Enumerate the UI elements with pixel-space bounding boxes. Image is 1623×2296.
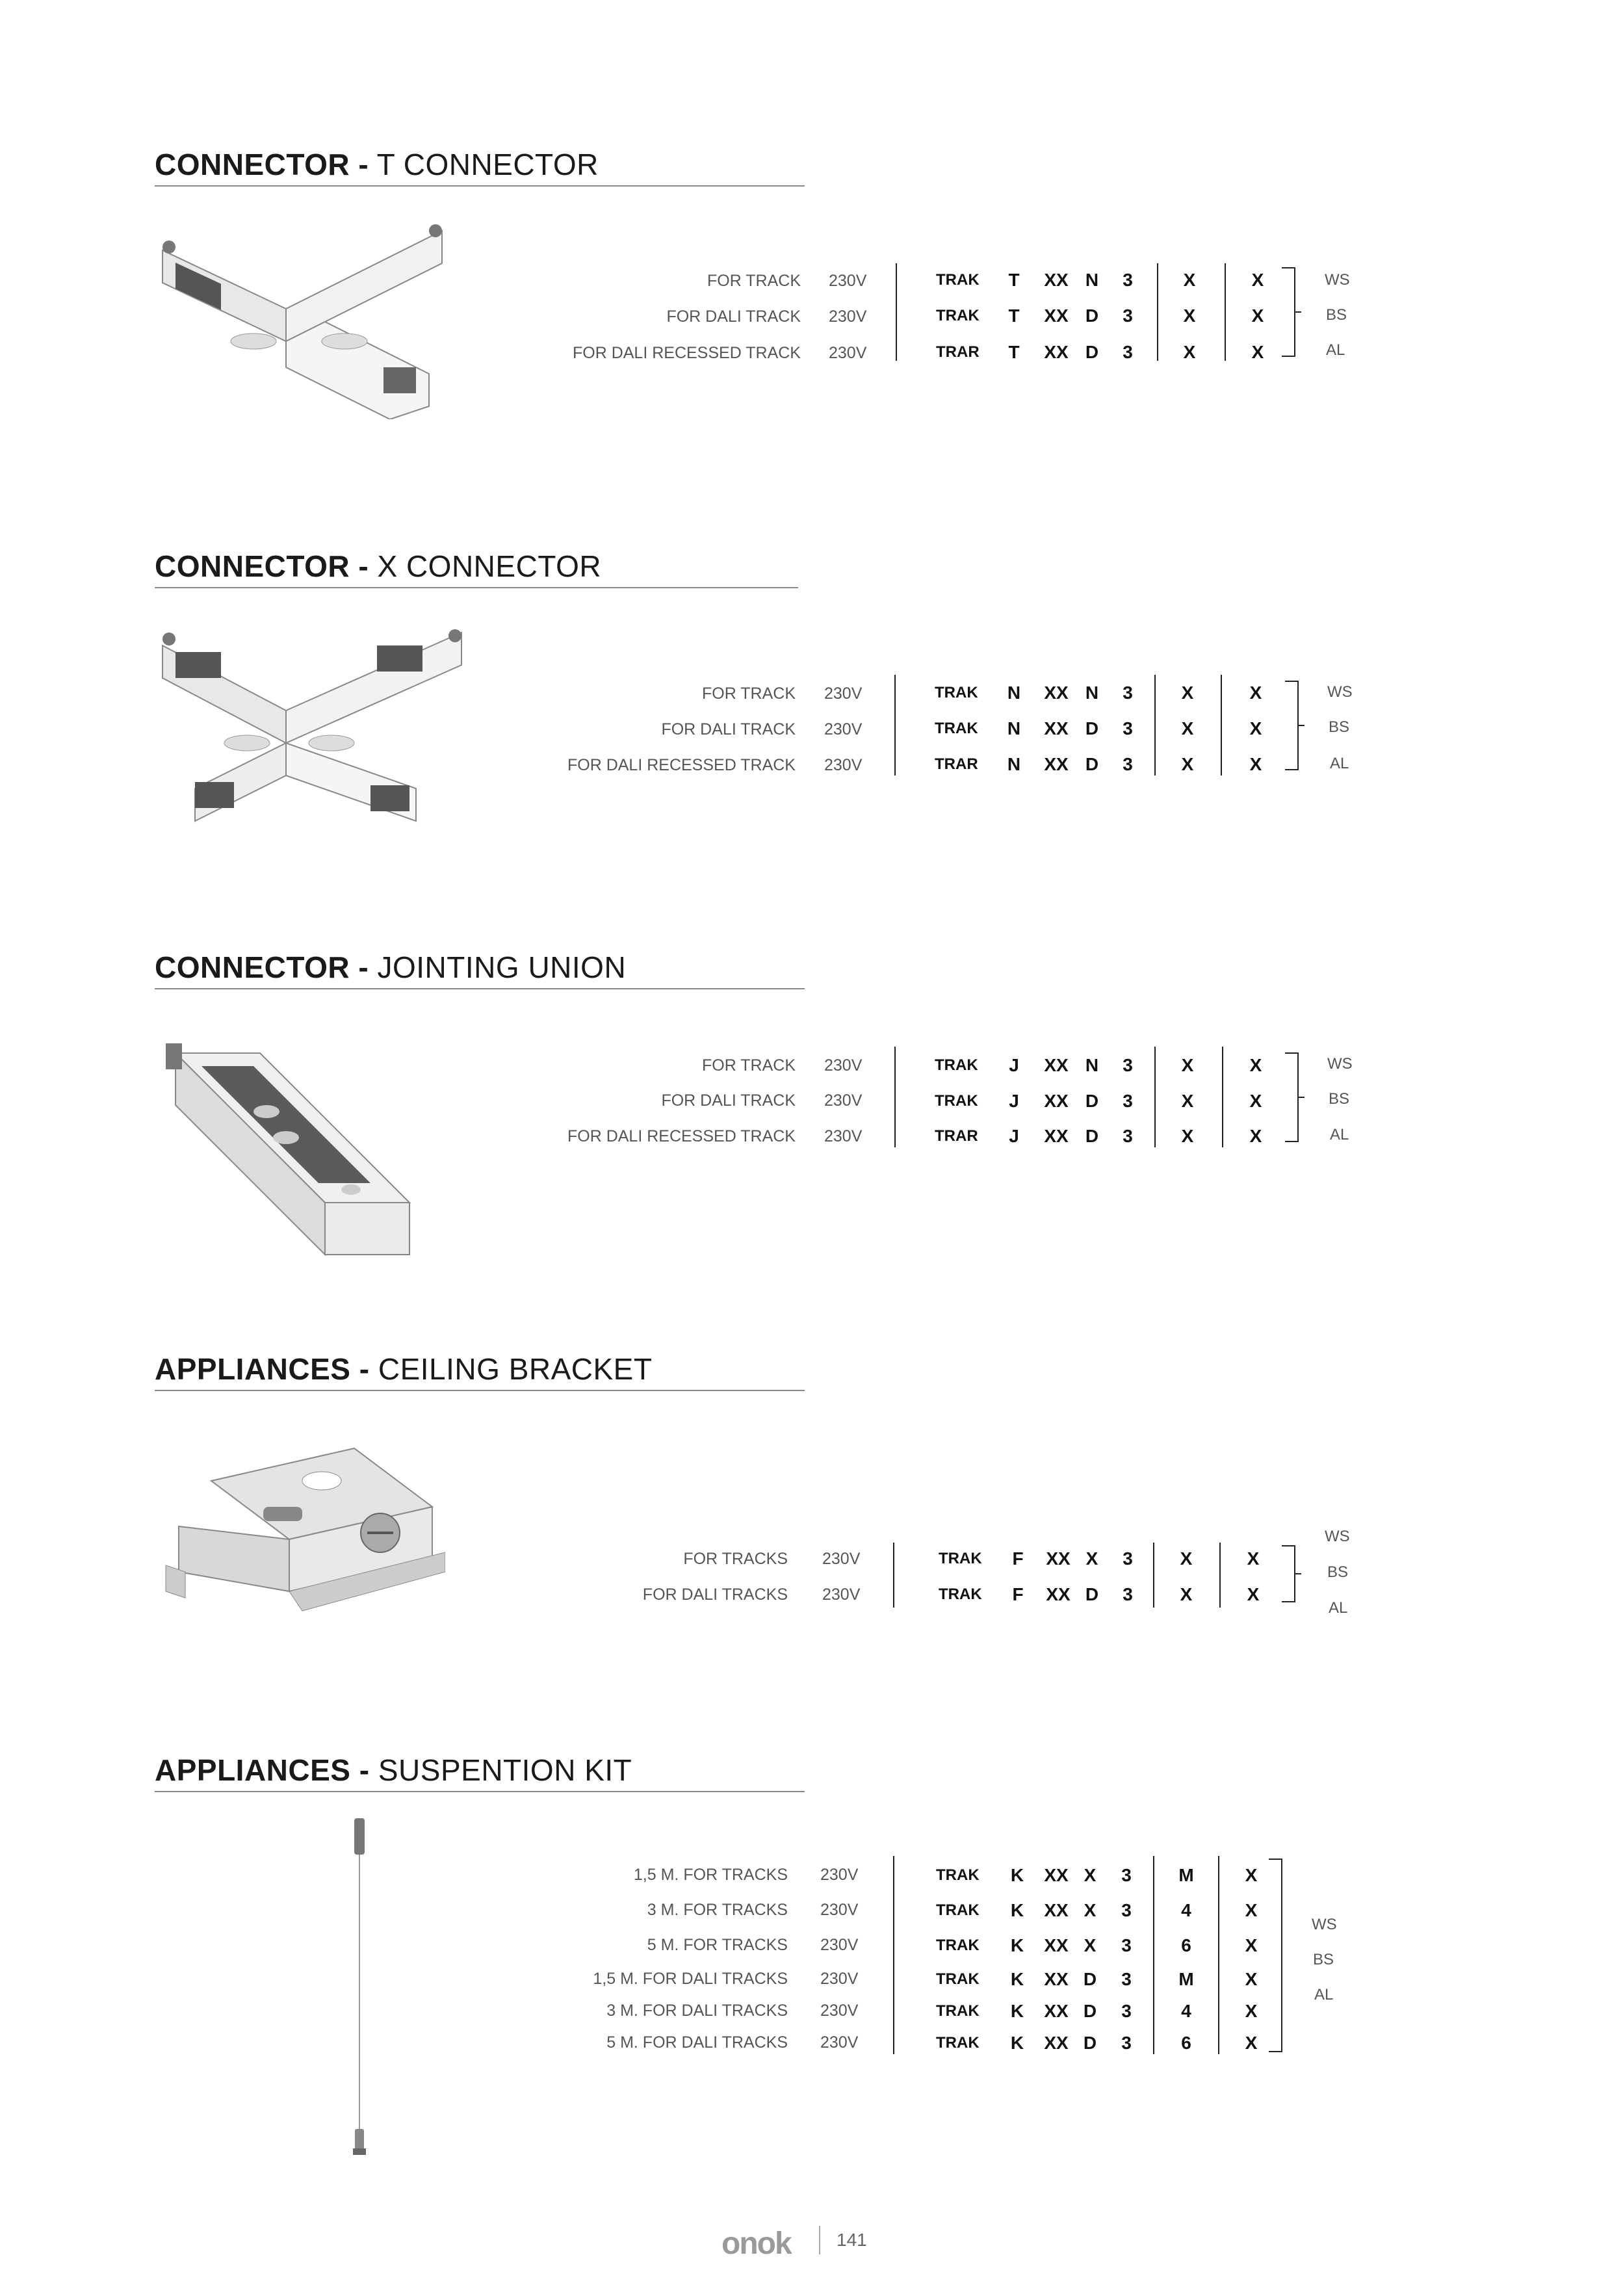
code-cct: XX	[1044, 2001, 1069, 2021]
code-finish: X	[1251, 342, 1264, 362]
code-phase: 3	[1123, 270, 1133, 290]
code-type: F	[1012, 1584, 1024, 1604]
column-divider	[894, 1047, 896, 1147]
row-volt: 230V	[820, 2033, 859, 2052]
code-finish: X	[1249, 718, 1262, 738]
code-type: K	[1010, 1969, 1024, 1989]
code-cct: XX	[1044, 270, 1069, 290]
code-type: K	[1010, 1935, 1024, 1955]
row-volt: 230V	[820, 1936, 859, 1954]
code-finish: X	[1251, 270, 1264, 290]
code-option: 4	[1181, 2001, 1191, 2021]
code-variant: D	[1085, 1126, 1099, 1146]
code-option: M	[1178, 1969, 1194, 1989]
code-prefix: TRAK	[936, 2034, 980, 2052]
page-number: 141	[837, 2230, 867, 2250]
row-desc: FOR DALI TRACK	[661, 1091, 796, 1110]
code-finish: X	[1249, 1126, 1262, 1146]
code-variant: N	[1085, 683, 1099, 703]
code-variant: D	[1085, 754, 1099, 774]
section-title: APPLIANCES - SUSPENTION KIT	[155, 1753, 632, 1787]
section-ceiling-bracket	[0, 1351, 1623, 1676]
row-volt: 230V	[824, 1127, 863, 1145]
finish-option: WS	[1327, 683, 1353, 701]
row-desc: 5 M. FOR TRACKS	[647, 1936, 788, 1954]
suspention-kit-image	[348, 1817, 374, 2161]
code-cct: XX	[1044, 683, 1069, 703]
row-volt: 230V	[820, 1866, 859, 1884]
code-option: X	[1181, 683, 1194, 703]
code-variant: X	[1085, 1548, 1098, 1569]
code-finish: X	[1247, 1584, 1260, 1604]
code-variant: D	[1085, 342, 1099, 362]
finish-option: BS	[1313, 1951, 1334, 1968]
section-x-connector	[0, 548, 1623, 821]
code-variant: X	[1084, 1865, 1097, 1885]
code-finish: X	[1245, 1865, 1258, 1885]
code-cct: XX	[1044, 1865, 1069, 1885]
column-divider	[1219, 1543, 1221, 1608]
code-finish: X	[1245, 2033, 1258, 2053]
code-variant: D	[1085, 718, 1099, 738]
code-variant: N	[1085, 1055, 1099, 1075]
code-phase: 3	[1121, 1865, 1132, 1885]
code-type: K	[1010, 1865, 1024, 1885]
ceiling-bracket-image	[159, 1442, 445, 1650]
code-phase: 3	[1123, 1548, 1133, 1569]
code-prefix: TRAK	[936, 271, 980, 289]
code-type: N	[1007, 718, 1021, 738]
column-divider	[1225, 263, 1226, 361]
code-option: X	[1181, 1055, 1194, 1075]
row-desc: 1,5 M. FOR DALI TRACKS	[593, 1970, 788, 1988]
code-cct: XX	[1044, 1935, 1069, 1955]
code-type: T	[1008, 342, 1020, 362]
code-option: X	[1180, 1548, 1193, 1569]
row-volt: 230V	[824, 1091, 863, 1110]
code-variant: X	[1084, 1900, 1097, 1920]
code-option: X	[1183, 342, 1196, 362]
finish-option: WS	[1325, 1528, 1350, 1545]
code-prefix: TRAR	[935, 755, 978, 773]
row-volt: 230V	[829, 344, 867, 362]
section-title: CONNECTOR - T CONNECTOR	[155, 148, 599, 181]
finish-option: BS	[1329, 718, 1350, 736]
code-variant: D	[1085, 1584, 1099, 1604]
row-volt: 230V	[820, 1970, 859, 1988]
code-cct: XX	[1044, 2033, 1069, 2053]
code-phase: 3	[1123, 306, 1133, 326]
finish-option: WS	[1327, 1055, 1353, 1073]
column-divider	[896, 263, 897, 361]
row-volt: 230V	[824, 1056, 863, 1075]
code-phase: 3	[1121, 2033, 1132, 2053]
code-phase: 3	[1123, 718, 1133, 738]
code-prefix: TRAR	[935, 1127, 978, 1145]
code-phase: 3	[1123, 1055, 1133, 1075]
x-connector-image	[156, 620, 468, 841]
code-type: J	[1009, 1055, 1019, 1075]
finish-bracket	[1284, 680, 1310, 771]
code-type: J	[1009, 1126, 1019, 1146]
code-type: N	[1007, 754, 1021, 774]
code-type: K	[1010, 2033, 1024, 2053]
code-option: X	[1181, 718, 1194, 738]
column-divider	[1154, 1047, 1156, 1147]
row-volt: 230V	[824, 756, 863, 774]
code-cct: XX	[1046, 1548, 1071, 1569]
column-divider	[1157, 263, 1158, 361]
code-phase: 3	[1123, 342, 1133, 362]
code-variant: D	[1083, 1969, 1097, 1989]
title-rule	[155, 185, 805, 187]
code-prefix: TRAK	[936, 1901, 980, 1919]
finish-option: AL	[1330, 755, 1349, 772]
code-prefix: TRAK	[936, 1937, 980, 1954]
row-desc: FOR TRACK	[702, 1056, 796, 1075]
code-type: K	[1010, 2001, 1024, 2021]
title-rule	[155, 988, 805, 989]
code-type: J	[1009, 1091, 1019, 1111]
code-cct: XX	[1046, 1584, 1071, 1604]
section-t-connector	[0, 146, 1623, 406]
finish-option: AL	[1326, 341, 1345, 359]
row-volt: 230V	[822, 1550, 861, 1568]
finish-option: AL	[1314, 1986, 1334, 2003]
code-phase: 3	[1121, 1935, 1132, 1955]
row-desc: FOR DALI RECESSED TRACK	[567, 756, 796, 774]
row-desc: FOR TRACK	[702, 685, 796, 703]
section-jointing-union	[0, 949, 1623, 1287]
jointing-union-image	[156, 1040, 429, 1281]
code-finish: X	[1247, 1548, 1260, 1569]
code-phase: 3	[1121, 1900, 1132, 1920]
code-phase: 3	[1123, 1584, 1133, 1604]
code-finish: X	[1245, 1935, 1258, 1955]
code-option: X	[1181, 1091, 1194, 1111]
code-variant: X	[1084, 1935, 1097, 1955]
code-prefix: TRAK	[936, 2002, 980, 2020]
code-prefix: TRAK	[939, 1550, 982, 1567]
code-option: X	[1180, 1584, 1193, 1604]
finish-option: BS	[1326, 306, 1347, 324]
footer-divider	[819, 2226, 820, 2254]
section-title: CONNECTOR - JOINTING UNION	[155, 950, 627, 984]
title-rule	[155, 587, 798, 588]
code-prefix: TRAK	[935, 684, 978, 701]
finish-option: BS	[1327, 1563, 1349, 1581]
code-finish: X	[1249, 754, 1262, 774]
code-prefix: TRAR	[936, 343, 980, 361]
row-volt: 230V	[820, 2002, 859, 2020]
code-cct: XX	[1044, 754, 1069, 774]
code-finish: X	[1249, 1055, 1262, 1075]
code-cct: XX	[1044, 1091, 1069, 1111]
finish-bracket	[1280, 1545, 1306, 1603]
code-prefix: TRAK	[935, 1092, 978, 1110]
row-desc: 3 M. FOR TRACKS	[647, 1901, 788, 1919]
code-cct: XX	[1044, 342, 1069, 362]
finish-option: AL	[1329, 1599, 1348, 1617]
code-variant: D	[1085, 306, 1099, 326]
brand-logo: onok	[721, 2226, 791, 2261]
title-rule	[155, 1791, 805, 1792]
code-cct: XX	[1044, 1969, 1069, 1989]
code-cct: XX	[1044, 1900, 1069, 1920]
code-option: 6	[1181, 1935, 1191, 1955]
code-variant: N	[1085, 270, 1099, 290]
row-volt: 230V	[829, 307, 867, 326]
code-cct: XX	[1044, 1055, 1069, 1075]
code-option: X	[1181, 1126, 1194, 1146]
row-volt: 230V	[824, 720, 863, 738]
code-option: X	[1181, 754, 1194, 774]
code-cct: XX	[1044, 718, 1069, 738]
column-divider	[894, 675, 896, 776]
row-desc: FOR DALI TRACKS	[642, 1585, 788, 1604]
row-desc: FOR TRACKS	[683, 1550, 788, 1568]
row-desc: 5 M. FOR DALI TRACKS	[606, 2033, 788, 2052]
finish-option: WS	[1312, 1916, 1337, 1933]
code-finish: X	[1245, 1900, 1258, 1920]
code-option: 6	[1181, 2033, 1191, 2053]
code-prefix: TRAK	[936, 1866, 980, 1884]
row-desc: FOR DALI TRACK	[666, 307, 801, 326]
column-divider	[893, 1543, 894, 1608]
row-volt: 230V	[829, 272, 867, 290]
code-type: F	[1012, 1548, 1024, 1569]
row-desc: 1,5 M. FOR TRACKS	[633, 1866, 788, 1884]
code-finish: X	[1249, 1091, 1262, 1111]
finish-bracket	[1267, 1858, 1293, 2053]
code-option: X	[1183, 306, 1196, 326]
code-prefix: TRAK	[935, 720, 978, 737]
section-title: CONNECTOR - X CONNECTOR	[155, 549, 602, 583]
finish-option: BS	[1329, 1090, 1350, 1108]
code-phase: 3	[1121, 1969, 1132, 1989]
code-type: K	[1010, 1900, 1024, 1920]
section-title: APPLIANCES - CEILING BRACKET	[155, 1352, 653, 1386]
code-prefix: TRAK	[936, 307, 980, 324]
code-phase: 3	[1123, 683, 1133, 703]
code-finish: X	[1245, 2001, 1258, 2021]
column-divider	[1222, 1047, 1223, 1147]
column-divider	[1154, 675, 1156, 776]
code-variant: D	[1083, 2001, 1097, 2021]
code-prefix: TRAK	[935, 1056, 978, 1074]
row-volt: 230V	[822, 1585, 861, 1604]
section-suspention-kit	[0, 1752, 1623, 2168]
code-phase: 3	[1123, 1091, 1133, 1111]
code-prefix: TRAK	[936, 1970, 980, 1988]
column-divider	[1218, 1856, 1219, 2054]
column-divider	[1153, 1856, 1154, 2054]
code-option: 4	[1181, 1900, 1191, 1920]
row-volt: 230V	[820, 1901, 859, 1919]
row-desc: FOR TRACK	[707, 272, 801, 290]
column-divider	[1153, 1543, 1154, 1608]
column-divider	[1221, 675, 1222, 776]
t-connector-image	[156, 211, 455, 419]
row-desc: FOR DALI RECESSED TRACK	[572, 344, 801, 362]
title-rule	[155, 1390, 805, 1391]
row-desc: FOR DALI RECESSED TRACK	[567, 1127, 796, 1145]
code-type: T	[1008, 270, 1020, 290]
code-variant: D	[1085, 1091, 1099, 1111]
code-cct: XX	[1044, 1126, 1069, 1146]
code-phase: 3	[1123, 1126, 1133, 1146]
code-type: T	[1008, 306, 1020, 326]
column-divider	[893, 1856, 894, 2054]
finish-option: AL	[1330, 1126, 1349, 1143]
code-option: M	[1178, 1865, 1194, 1885]
finish-bracket	[1280, 267, 1306, 358]
code-phase: 3	[1121, 2001, 1132, 2021]
code-type: N	[1007, 683, 1021, 703]
code-finish: X	[1245, 1969, 1258, 1989]
row-volt: 230V	[824, 685, 863, 703]
row-desc: 3 M. FOR DALI TRACKS	[606, 2002, 788, 2020]
finish-bracket	[1284, 1052, 1310, 1143]
code-prefix: TRAK	[939, 1585, 982, 1603]
code-finish: X	[1249, 683, 1262, 703]
code-phase: 3	[1123, 754, 1133, 774]
finish-option: WS	[1325, 271, 1350, 289]
code-variant: D	[1083, 2033, 1097, 2053]
code-cct: XX	[1044, 306, 1069, 326]
code-option: X	[1183, 270, 1196, 290]
row-desc: FOR DALI TRACK	[661, 720, 796, 738]
code-finish: X	[1251, 306, 1264, 326]
